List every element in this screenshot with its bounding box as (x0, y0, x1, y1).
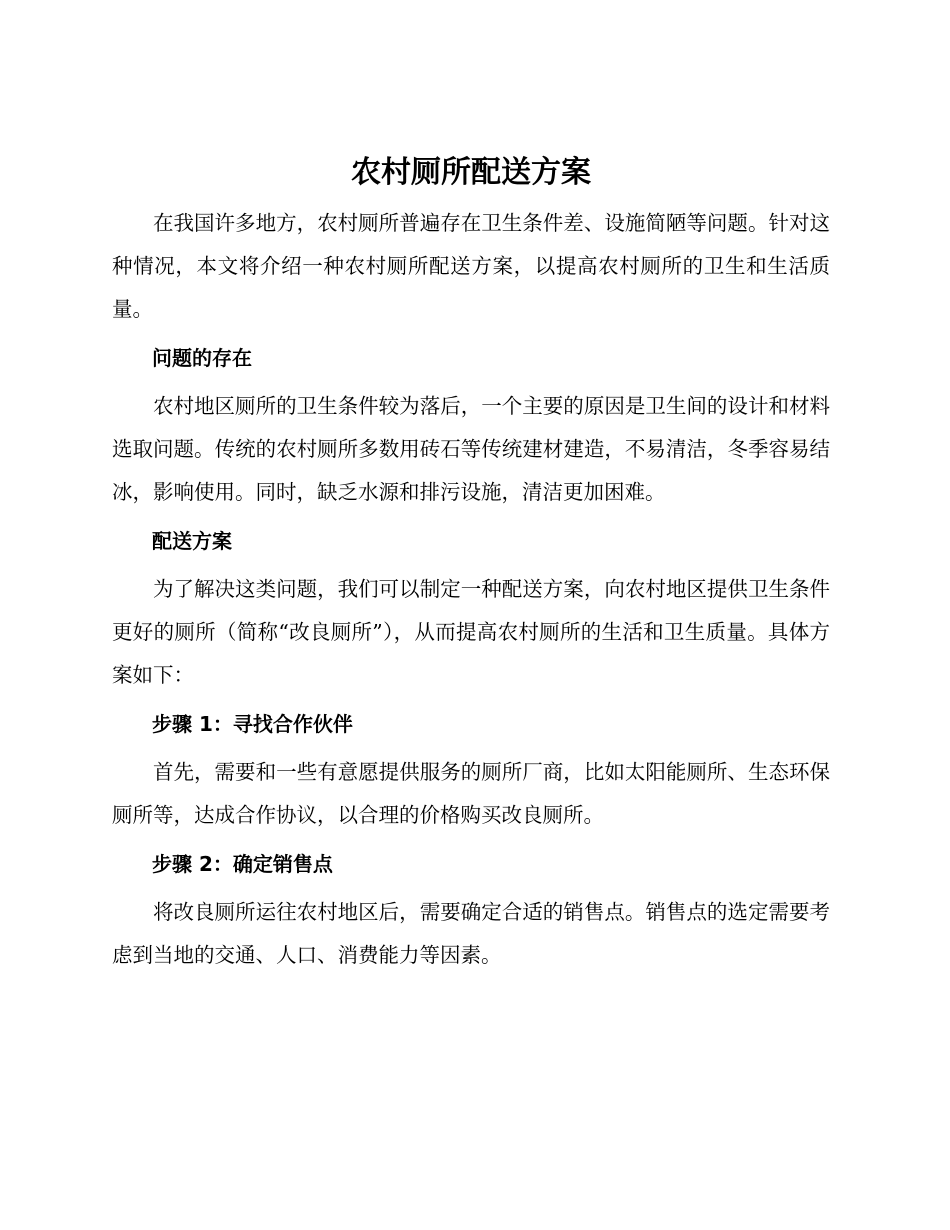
section-step-2 (112, 837, 830, 977)
section-heading-step-1: 步骤 1：寻找合作伙伴 (152, 712, 353, 736)
section-body-plan: 为了解决这类问题，我们可以制定一种配送方案，向农村地区提供卫生条件更好的厕所（简称“改良厕所”），从而提高农村厕所的生活和卫生质量。具体方案如下： (112, 577, 830, 687)
section-body-problem: 农村地区厕所的卫生条件较为落后，一个主要的原因是卫生间的设计和材料选取问题。传统的农村厕所多数用砖石等传统建材建造，不易清洁，冬季容易结冰，影响使用。同时，缺乏水源和排污设施，清洁更加困难。 (112, 394, 830, 504)
section-step-1 (112, 697, 830, 837)
section-problem (112, 331, 830, 514)
intro-paragraph: 在我国许多地方，农村厕所普遍存在卫生条件差、设施简陋等问题。针对这种情况，本文将介绍一种农村厕所配送方案，以提高农村厕所的卫生和生活质量。 (112, 211, 830, 321)
section-heading-problem: 问题的存在 (152, 346, 252, 370)
section-heading-step-2: 步骤 2：确定销售点 (152, 852, 333, 876)
document-title: 农村厕所配送方案 (351, 155, 591, 190)
section-body-step-1: 首先，需要和一些有意愿提供服务的厕所厂商，比如太阳能厕所、生态环保厕所等，达成合作协议，以合理的价格购买改良厕所。 (112, 760, 830, 827)
section-heading-plan: 配送方案 (152, 529, 232, 553)
document-page (112, 148, 830, 977)
section-plan (112, 514, 830, 697)
section-body-step-2: 将改良厕所运往农村地区后，需要确定合适的销售点。销售点的选定需要考虑到当地的交通、人口、消费能力等因素。 (112, 900, 830, 967)
